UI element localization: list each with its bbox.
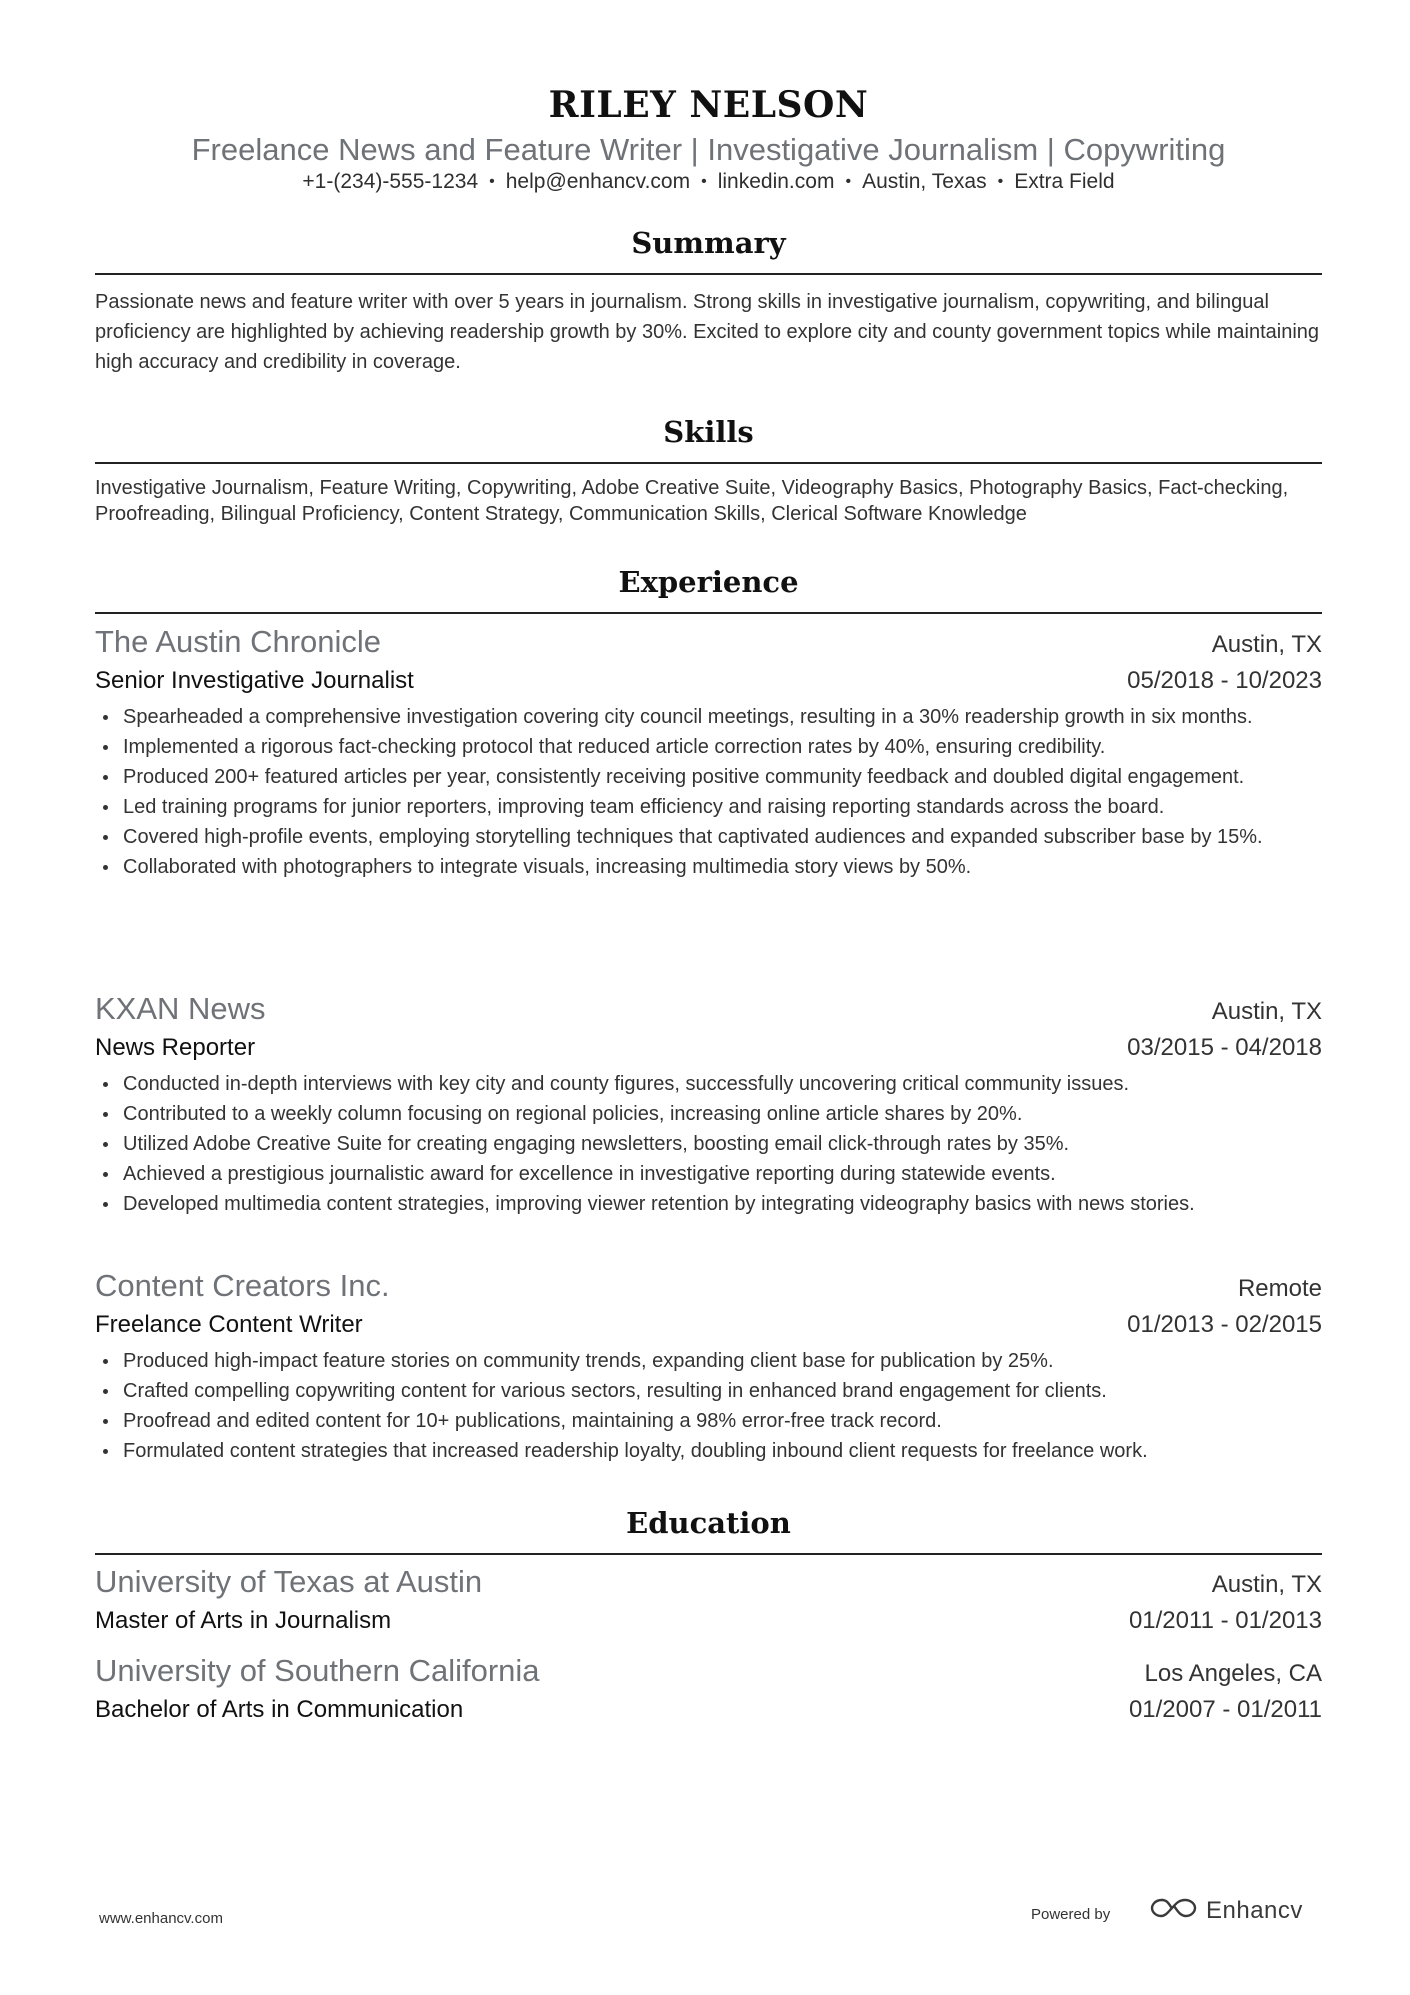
company-name: Content Creators Inc. [95, 1268, 390, 1303]
list-item: Produced high-impact feature stories on community trends, expanding client base for publication by 25%. [95, 1346, 1322, 1376]
list-item: Conducted in-depth interviews with key city and county figures, successfully uncovering critical community issues. [95, 1069, 1322, 1099]
experience-entry [95, 1267, 1322, 1466]
experience-entry [95, 623, 1322, 882]
company-name: KXAN News [95, 991, 266, 1026]
education-divider [95, 1553, 1322, 1555]
job-title: Senior Investigative Journalist [95, 667, 414, 694]
experience-title: Experience [618, 565, 799, 599]
skills-title: Skills [663, 415, 754, 449]
education-title: Education [626, 1506, 791, 1540]
brand-name: Enhancv [1206, 1896, 1303, 1924]
job-dates: 01/2013 - 02/2015 [1127, 1311, 1322, 1338]
list-item: Covered high-profile events, employing storytelling techniques that captivated audiences and expanded subscriber base by 15%. [95, 822, 1322, 852]
job-title: Freelance Content Writer [95, 1311, 363, 1338]
list-item: Achieved a prestigious journalistic award for excellence in investigative reporting during statewide events. [95, 1159, 1322, 1189]
job-location: Austin, TX [1211, 631, 1322, 658]
summary-text: Passionate news and feature writer with over 5 years in journalism. Strong skills in investigative journalism, copywriting, and bilingual proficiency are highlighted by achieving readership growth by 30%. Excited to explore city and county government topics while maintaining high accuracy and credibility in coverage. [95, 291, 1320, 373]
company-name: The Austin Chronicle [95, 624, 382, 659]
school-location: Los Angeles, CA [1144, 1660, 1322, 1687]
job-bullets [95, 1069, 1322, 1219]
list-item: Crafted compelling copywriting content for various sectors, resulting in enhanced brand engagement for clients. [95, 1376, 1322, 1406]
education-dates: 01/2011 - 01/2013 [1128, 1607, 1322, 1634]
job-title: News Reporter [95, 1034, 256, 1061]
list-item: Collaborated with photographers to integrate visuals, increasing multimedia story views by 50%. [95, 852, 1322, 882]
contact-email[interactable]: help@enhancv.com [505, 170, 691, 193]
brand-logo[interactable] [1150, 1896, 1303, 1925]
skills-divider [95, 462, 1322, 464]
skills-text: Investigative Journalism, Feature Writing, Copywriting, Adobe Creative Suite, Videography Basics, Photography Basics, Fact-checking, Proofreading, Bilingual Proficiency, Content Strategy, Communication Skills, Clerical Software Knowledge [95, 477, 1289, 525]
powered-by-label: Powered by [1031, 1906, 1111, 1923]
education-entry [95, 1563, 1322, 1638]
candidate-name: RILEY NELSON [548, 84, 869, 126]
contact-extra: Extra Field [1014, 170, 1115, 193]
contact-line [95, 170, 1322, 194]
list-item: Developed multimedia content strategies, improving viewer retention by integrating videography basics with news stories. [95, 1189, 1322, 1219]
school-name: University of Southern California [95, 1653, 540, 1688]
bullet-separator-icon: • [997, 173, 1004, 190]
education-dates: 01/2007 - 01/2011 [1128, 1696, 1322, 1723]
experience-entry [95, 990, 1322, 1219]
job-bullets [95, 702, 1322, 882]
contact-linkedin[interactable]: linkedin.com [717, 170, 835, 193]
school-name: University of Texas at Austin [95, 1564, 483, 1599]
contact-phone: +1-(234)-555-1234 [302, 170, 479, 193]
contact-location: Austin, Texas [862, 170, 987, 193]
list-item: Utilized Adobe Creative Suite for creating engaging newsletters, boosting email click-through rates by 35%. [95, 1129, 1322, 1159]
experience-divider [95, 612, 1322, 614]
list-item: Produced 200+ featured articles per year, consistently receiving positive community feedback and doubled digital engagement. [95, 762, 1322, 792]
summary-title: Summary [631, 226, 786, 260]
degree: Master of Arts in Journalism [95, 1607, 392, 1634]
list-item: Proofread and edited content for 10+ publications, maintaining a 98% error-free track record. [95, 1406, 1322, 1436]
education-entry [95, 1652, 1322, 1727]
school-location: Austin, TX [1211, 1571, 1322, 1598]
footer-url[interactable]: www.enhancv.com [99, 1910, 223, 1927]
list-item: Led training programs for junior reporters, improving team efficiency and raising reporting standards across the board. [95, 792, 1322, 822]
job-bullets [95, 1346, 1322, 1466]
job-location: Austin, TX [1211, 998, 1322, 1025]
bullet-separator-icon: • [845, 173, 852, 190]
list-item: Implemented a rigorous fact-checking protocol that reduced article correction rates by 40%, ensuring credibility. [95, 732, 1322, 762]
job-dates: 03/2015 - 04/2018 [1127, 1034, 1322, 1061]
list-item: Formulated content strategies that increased readership loyalty, doubling inbound client requests for freelance work. [95, 1436, 1322, 1466]
bullet-separator-icon: • [489, 173, 495, 190]
degree: Bachelor of Arts in Communication [95, 1696, 464, 1723]
headline: Freelance News and Feature Writer | Investigative Journalism | Copywriting [191, 132, 1226, 167]
job-dates: 05/2018 - 10/2023 [1127, 667, 1322, 694]
enhancv-logo-icon [1150, 1896, 1198, 1925]
bullet-separator-icon: • [701, 173, 707, 190]
list-item: Contributed to a weekly column focusing on regional policies, increasing online article shares by 20%. [95, 1099, 1322, 1129]
summary-divider [95, 273, 1322, 275]
job-location: Remote [1237, 1275, 1322, 1302]
list-item: Spearheaded a comprehensive investigation covering city council meetings, resulting in a 30% readership growth in six months. [95, 702, 1322, 732]
